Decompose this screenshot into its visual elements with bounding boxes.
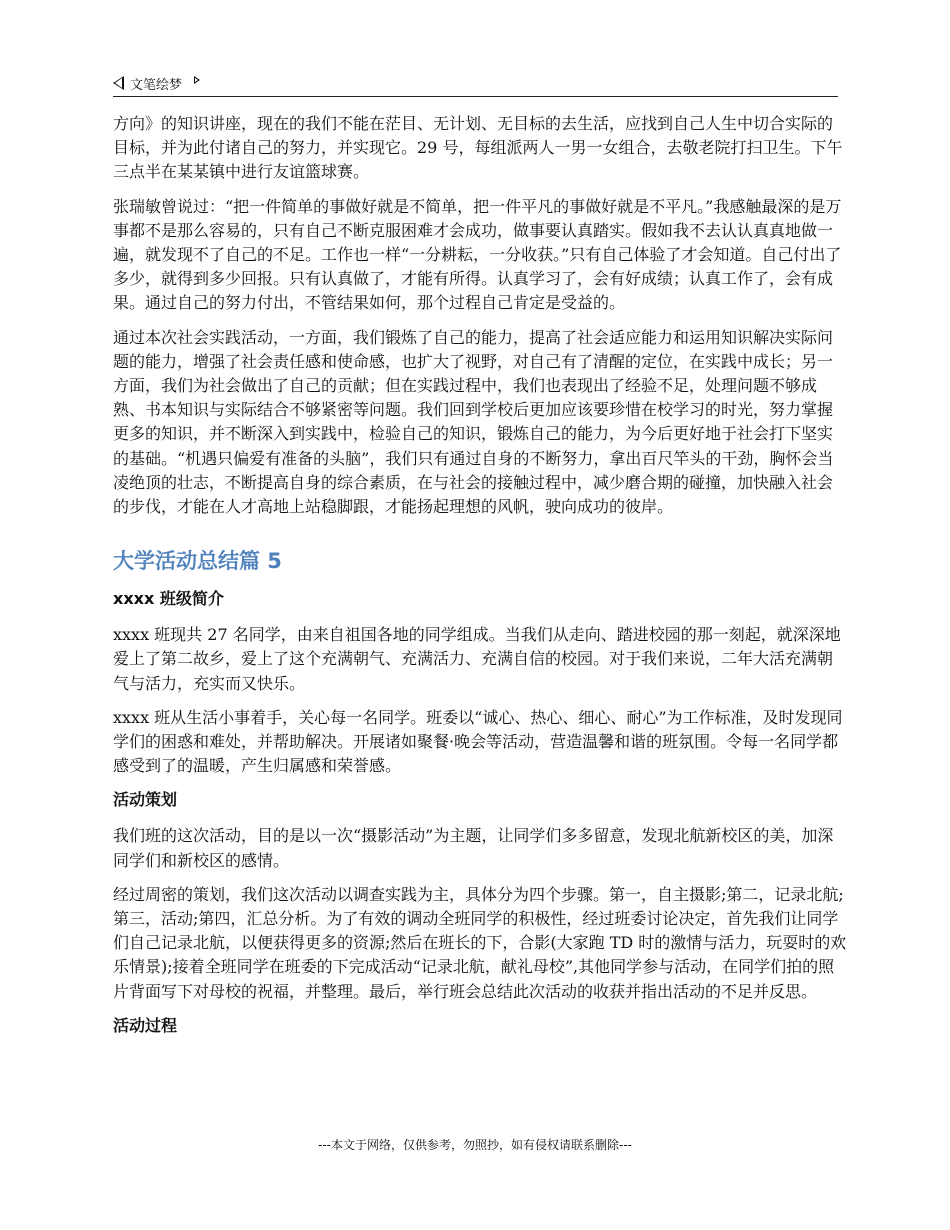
- document-body: [113, 112, 848, 1050]
- triangle-left-icon: [113, 76, 124, 90]
- paragraph: 我们班的这次活动，目的是以一次“摄影活动”为主题，让同学们多多留意，发现北航新校区的美，加深同学们和新校区的感情。: [113, 826, 834, 870]
- paragraph: 方向》的知识讲座，现在的我们不能在茫目、无计划、无目标的去生活，应找到自己人生中切合实际的目标，并为此付诸自己的努力，并实现它。29 号，每组派两人一男一女组合，去敬老院打扫卫生。下午三点半在某某镇中进行友谊篮球赛。: [113, 114, 843, 182]
- triangle-right-icon: [194, 76, 200, 84]
- paragraph: 张瑞敏曾说过：“把一件简单的事做好就是不简单，把一件平凡的事做好就是不平凡。”我感触最深的是万事都不是那么容易的，只有自己不断克服困难才会成功，做事要认真踏实。假如我不去认认真真地做一遍，就发现不了自己的不足。工作也一样“一分耕耘，一分收获。”只有自己体验了才会知道。自己付出了多少，就得到多少回报。只有认真做了，才能有所得。认真学习了，会有好成绩；认真工作了，会有成果。通过自己的努力付出，不管结果如何，那个过程自己肯定是受益的。: [113, 196, 842, 313]
- section-title: 大学活动总结篇 5: [113, 549, 282, 574]
- page-header: [113, 72, 838, 97]
- brand: [113, 72, 200, 94]
- brand-name: 文笔绘梦: [130, 77, 183, 93]
- subheading-class-intro: xxxx 班级简介: [113, 589, 224, 609]
- subheading-activity-plan: 活动策划: [113, 790, 178, 810]
- paragraph: xxxx 班从生活小事着手，关心每一名同学。班委以“诚心、热心、细心、耐心”为工作标准，及时发现同学们的困惑和难处，并帮助解决。开展诸如聚餐·晚会等活动，营造温馨和谐的班氛围。令每一名同学都感受到了的温暖，产生归属感和荣誉感。: [113, 707, 843, 776]
- paragraph: 经过周密的策划，我们这次活动以调查实践为主，具体分为四个步骤。第一，自主摄影;第二，记录北航;第三，活动;第四，汇总分析。为了有效的调动全班同学的积极性，经过班委讨论决定，首先我们让同学们自己记录北航，以便获得更多的资源;然后在班长的下，合影(大家跑 TD 时的激情与活力，玩耍时的欢乐情景);接着全班同学在班委的下完成活动“记录北航，献礼母校”,其他同学参与活动，在同学们拍的照片背面写下对母校的祝福，并整理。最后，举行班会总结此次活动的收获并指出活动的不足并反思。: [113, 884, 847, 1001]
- paragraph: xxxx 班现共 27 名同学，由来自祖国各地的同学组成。当我们从走向、踏进校园的那一刻起，就深深地爱上了第二故乡，爱上了这个充满朝气、充满活力、充满自信的校园。对于我们来说，二年大活充满朝气与活力，充实而又快乐。: [113, 625, 841, 693]
- subheading-activity-process: 活动过程: [113, 1015, 178, 1035]
- page-footer: ---本文于网络，仅供参考，勿照抄，如有侵权请联系删除---: [318, 1138, 632, 1152]
- paragraph: 通过本次社会实践活动，一方面，我们锻炼了自己的能力，提高了社会适应能力和运用知识解决实际问题的能力，增强了社会责任感和使命感，也扩大了视野，对自己有了清醒的定位，在实践中成长；另一方面，我们为社会做出了自己的贡献；但在实践过程中，我们也表现出了经验不足，处理问题不够成熟、书本知识与实际结合不够紧密等问题。我们回到学校后更加应该要珍惜在校学习的时光，努力掌握更多的知识，并不断深入到实践中，检验自己的知识，锻炼自己的能力，为今后更好地于社会打下坚实的基础。“机遇只偏爱有准备的头脑”，我们只有通过自身的不断努力，拿出百尺竿头的干劲，胸怀会当凌绝顶的壮志，不断提高自身的综合素质，在与社会的接触过程中，减少磨合期的碰撞，加快融入社会的步伐，才能在人才高地上站稳脚跟，才能扬起理想的风帆，驶向成功的彼岸。: [113, 327, 834, 517]
